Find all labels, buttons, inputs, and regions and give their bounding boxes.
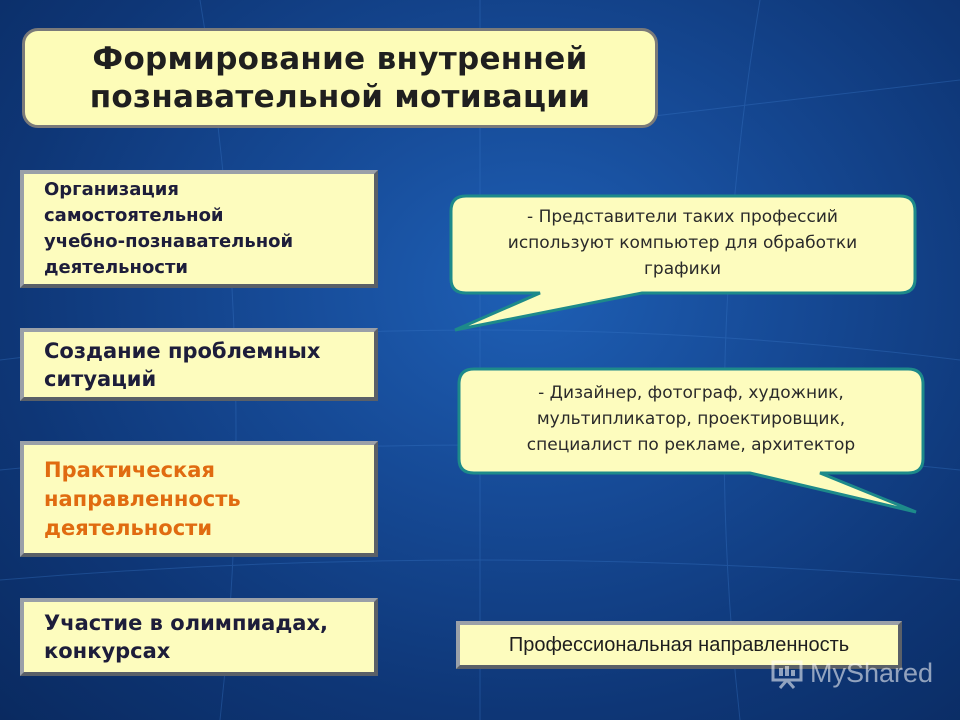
bubble-text-professions: - Представители таких профессий используют компьютер для обработки графики xyxy=(507,207,858,279)
presentation-icon xyxy=(770,659,804,689)
left-box-practical-orientation: Практическая направленность деятельности xyxy=(20,441,378,557)
bubble-text-designers: - Дизайнер, фотограф, художник, мультипликатор, проектировщик, специалист по рекламе, архитектор xyxy=(526,383,856,455)
left-box-organization: Организация самостоятельной учебно-познавательной деятельности xyxy=(20,170,378,288)
left-box-problem-situations: Создание проблемных ситуаций xyxy=(20,328,378,401)
watermark xyxy=(770,658,933,689)
watermark-text: MyShared xyxy=(810,658,934,688)
professional-orientation-box: Профессиональная направленность xyxy=(456,621,902,669)
left-box-olympiads: Участие в олимпиадах, конкурсах xyxy=(20,598,378,676)
page-title: Формирование внутренней познавательной мотивации xyxy=(89,41,591,115)
